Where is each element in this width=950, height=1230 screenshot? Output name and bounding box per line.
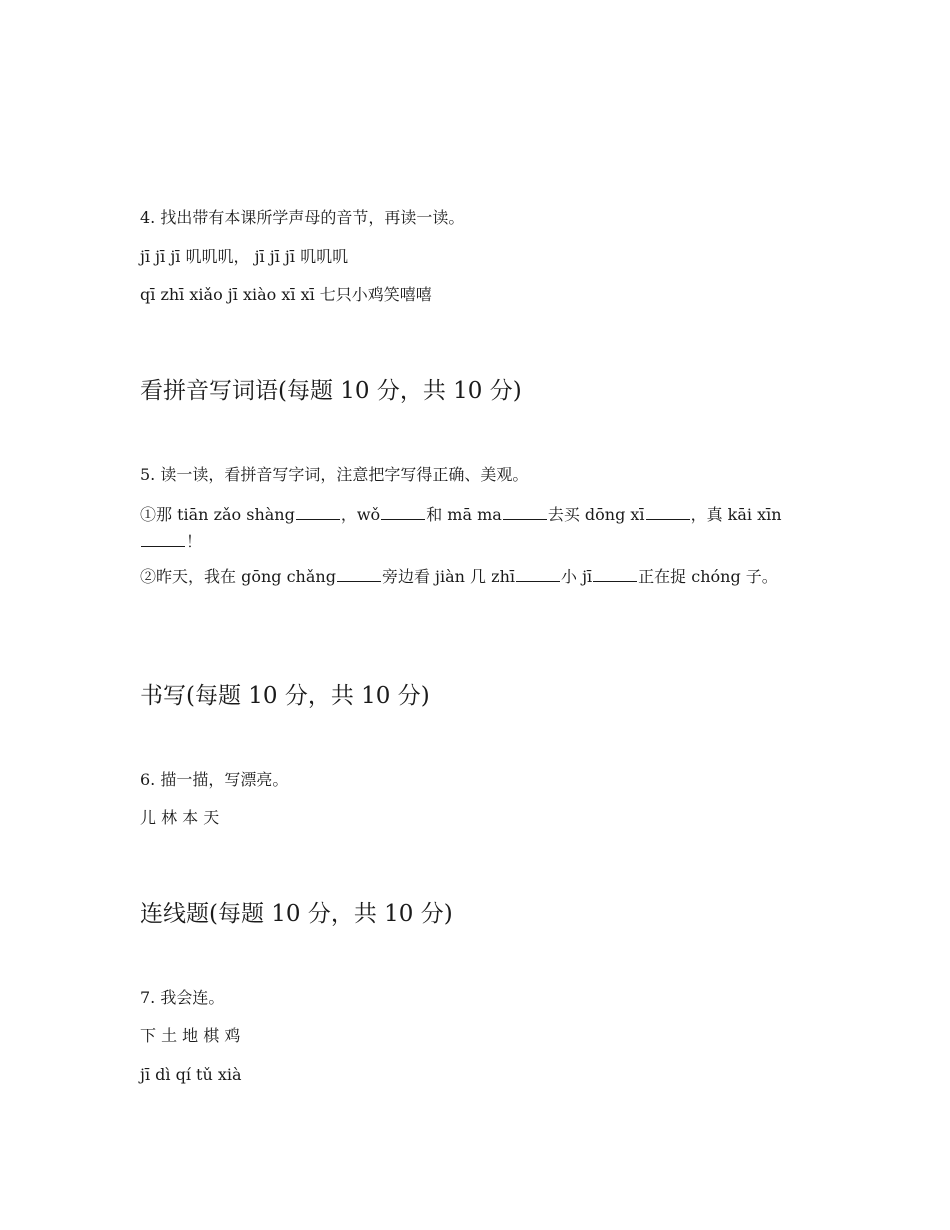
section-heading-matching: 连线题(每题 10 分，共 10 分) <box>140 901 453 927</box>
q5-sentence-1 <box>140 501 805 555</box>
q5-sentence-2 <box>140 563 805 590</box>
answer-blank[interactable] <box>593 563 637 582</box>
section-heading-writing: 书写(每题 10 分，共 10 分) <box>140 683 430 709</box>
q6-chars: 儿 林 本 天 <box>140 808 220 827</box>
q5-s1-part: 和 mā ma <box>426 505 502 524</box>
q5-s2-part: 旁边看 jiàn 几 zhī <box>381 567 515 586</box>
q7-pinyin: jī dì qí tǔ xià <box>140 1065 242 1084</box>
answer-blank[interactable] <box>296 501 340 520</box>
answer-blank[interactable] <box>516 563 560 582</box>
q5-s1-part: ！ <box>186 532 203 551</box>
q5-s1-part: ，wǒ <box>340 505 381 524</box>
q7-chars: 下 土 地 棋 鸡 <box>140 1026 241 1045</box>
q4-title: 4. 找出带有本课所学声母的音节，再读一读。 <box>140 208 465 227</box>
answer-blank[interactable] <box>503 501 547 520</box>
q4-line-2: qī zhī xiǎo jī xiào xī xī 七只小鸡笑嘻嘻 <box>140 285 432 304</box>
answer-blank[interactable] <box>381 501 425 520</box>
q5-s2-part: 小 jī <box>561 567 593 586</box>
section-heading-pinyin-words: 看拼音写词语(每题 10 分，共 10 分) <box>140 378 522 404</box>
q6-title: 6. 描一描，写漂亮。 <box>140 770 289 789</box>
q5-s2-part: 正在捉 chóng 子。 <box>638 567 778 586</box>
q5-s1-part: ①那 tiān zǎo shàng <box>140 505 295 524</box>
q5-s2-part: ②昨天，我在 gōng chǎng <box>140 567 336 586</box>
q4-line-1: jī jī jī 叽叽叽， jī jī jī 叽叽叽 <box>140 247 349 266</box>
answer-blank[interactable] <box>141 528 185 547</box>
q7-title: 7. 我会连。 <box>140 988 225 1007</box>
q5-s1-part: ，真 kāi xīn <box>690 505 782 524</box>
answer-blank[interactable] <box>337 563 381 582</box>
answer-blank[interactable] <box>646 501 690 520</box>
q5-title: 5. 读一读，看拼音写字词，注意把字写得正确、美观。 <box>140 465 529 484</box>
q5-s1-part: 去买 dōng xī <box>547 505 645 524</box>
